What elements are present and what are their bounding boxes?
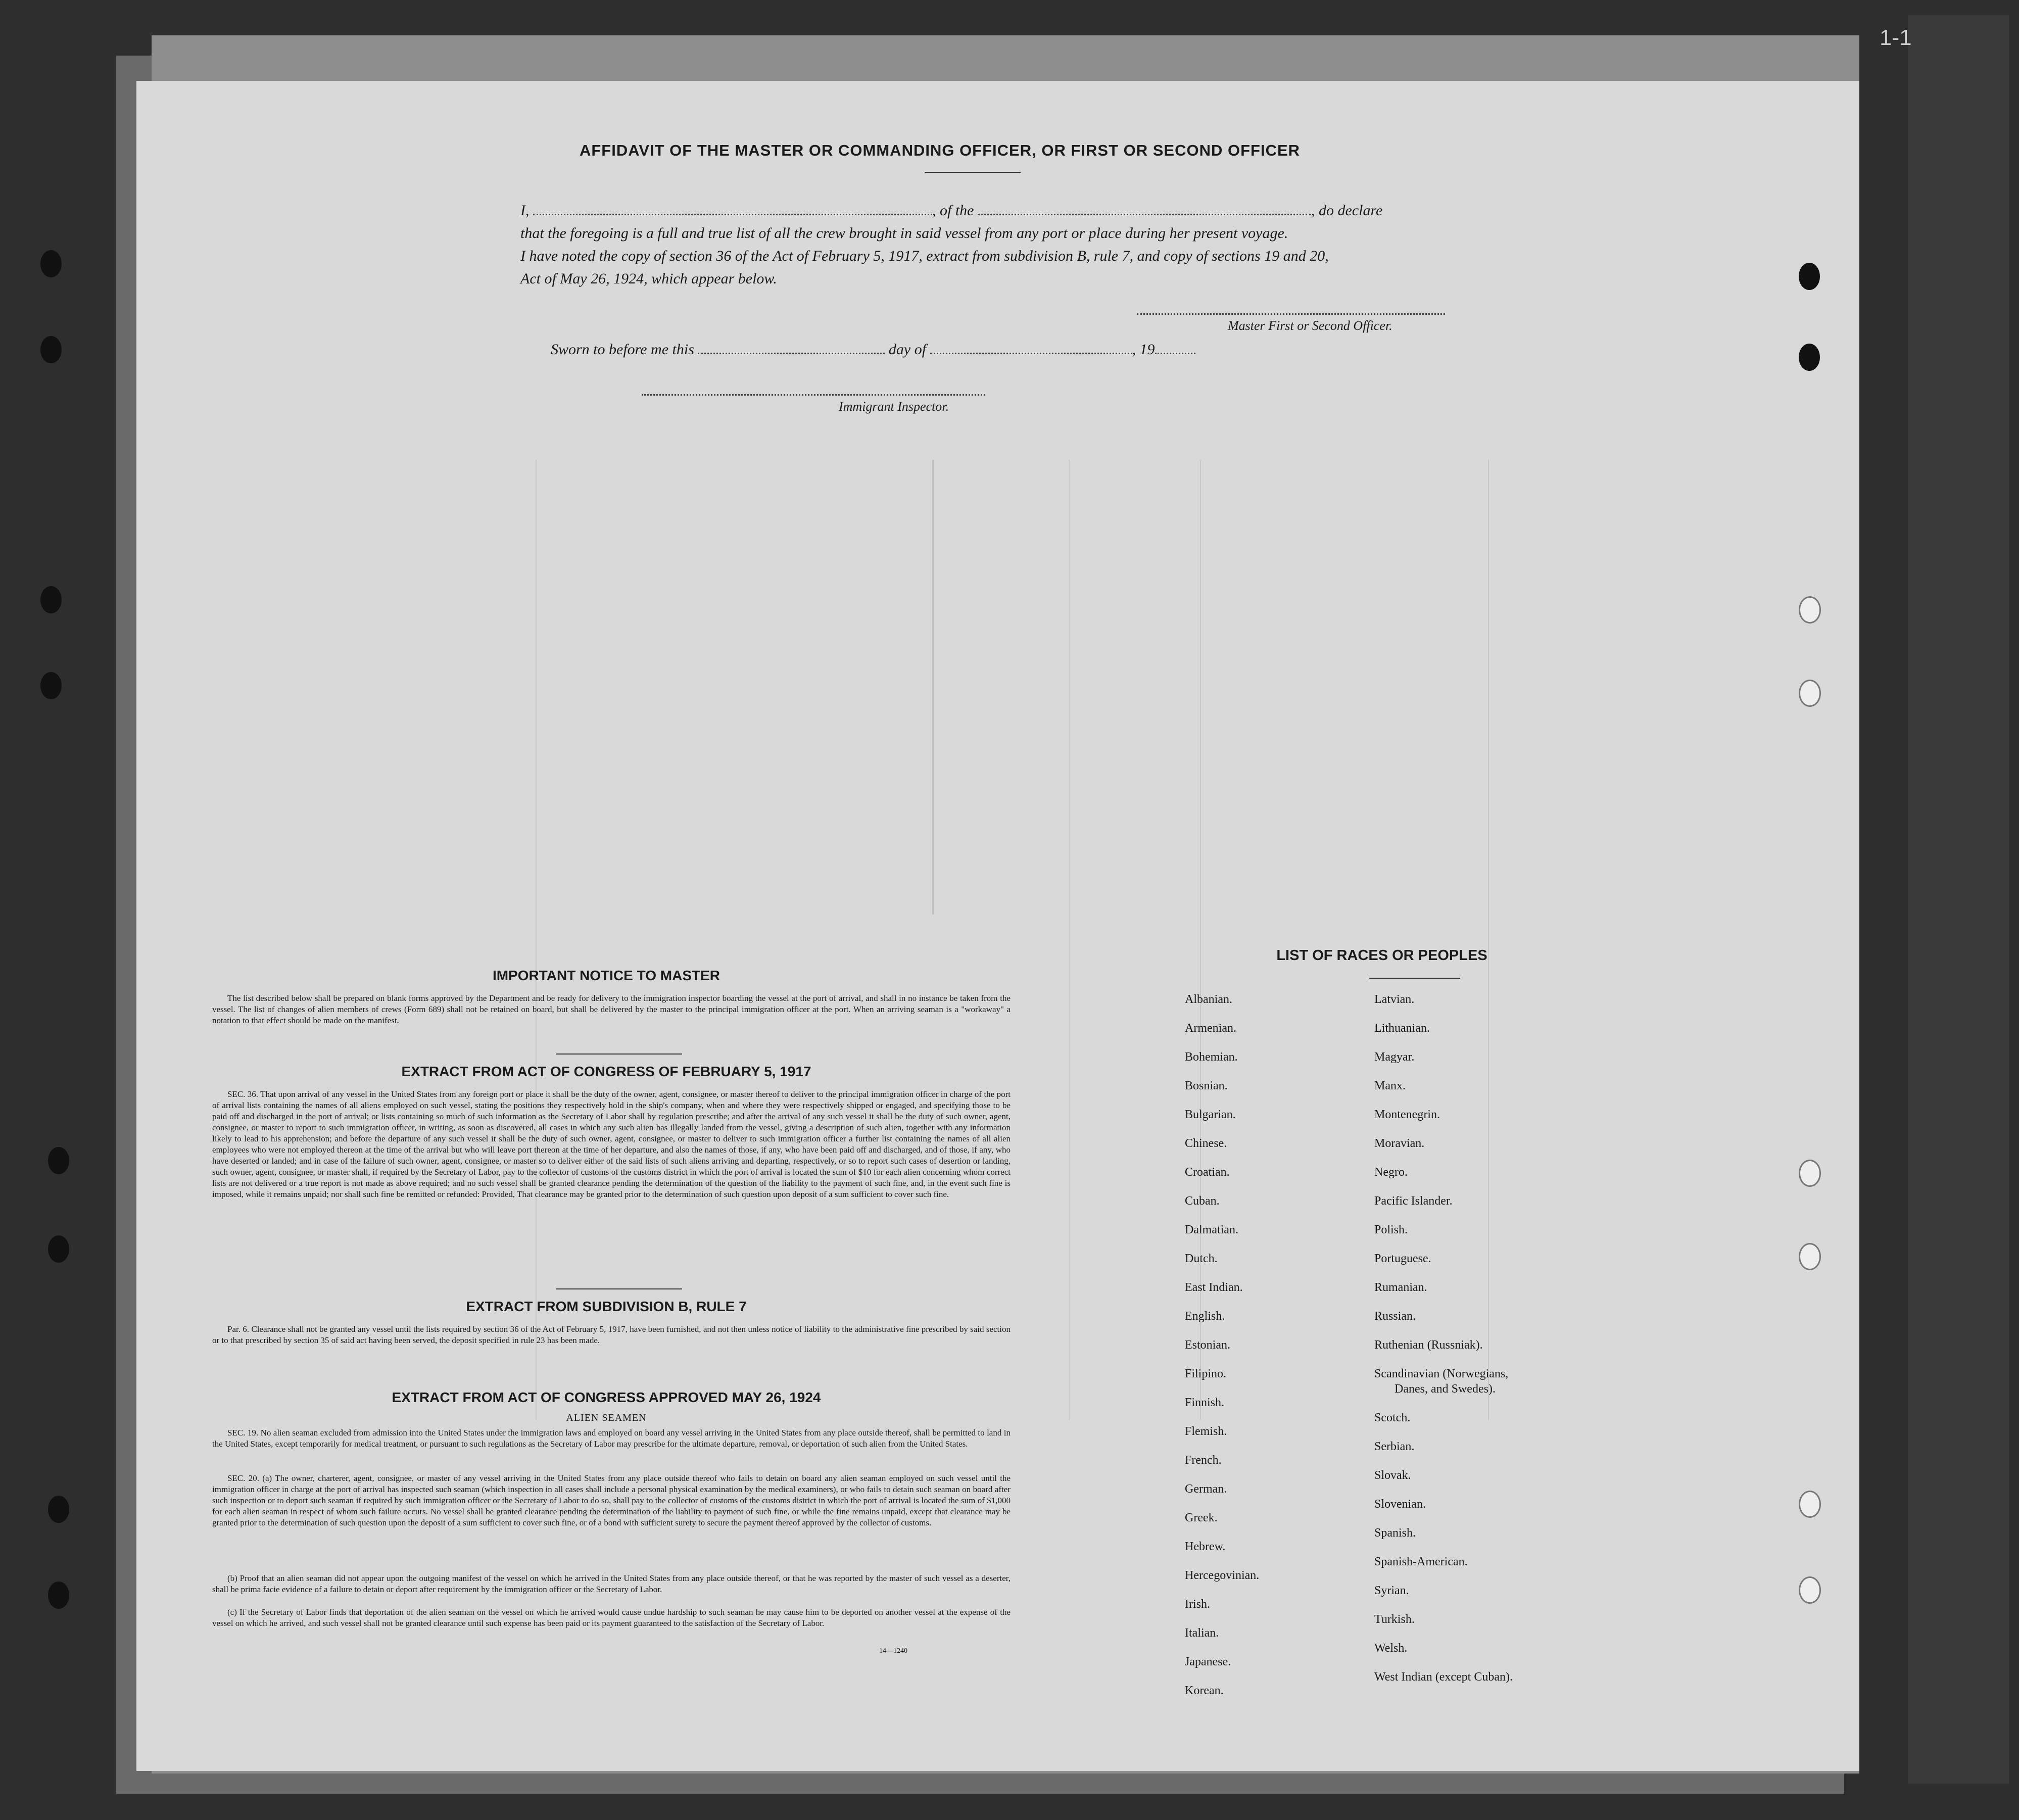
race-item: Serbian. xyxy=(1374,1440,1415,1453)
right-edge-shadow xyxy=(1908,15,2009,1784)
ring-hole-icon xyxy=(1799,1576,1821,1604)
extract-1917-body: SEC. 36. That upon arrival of any vessel in the United States from any foreign port or place it shall be the duty of the owner, agent, consignee, or master thereof to deliver to the principal immigration officer in charge of the port of arrival lists containing the names of all aliens employed on such vessel, stating the positions they respectively hold in the ship's company, when and where they were respectively shipped or engaged, and specifying those to be paid off and discharged in the port of arrival; or lists containing so much of such information as the Secretary of Labor shall by regulation prescribe; and after the arrival of any such vessel it shall be the duty of such owner, agent, consignee, or master to report to such immigration officer, in writing, as soon as discovered, all cases in which any such alien has illegally landed from the vessel, giving a description of such alien, together with any information likely to lead to his apprehension; and before the departure of any such vessel it shall be the duty of such owner, agent, consignee, or master to deliver to such immigration officer a further list containing the names of all alien employees who were not employed thereon at the time of the arrival but who will leave port thereon at the time of her departure, and also the names of those, if any, who have been paid off and discharged, and of those, if any, who have deserted or landed; and in case of the failure of such owner, agent, consignee, or master so to deliver either of the said lists of such aliens arriving and departing, respectively, or so to report such cases of desertion or landing, such owner, agent, consignee, or master shall, if required by the Secretary of Labor, pay to the collector of customs of the customs district in which the port of arrival is located the sum of $10 for each alien concerning whom correct lists are not delivered or a true report is not made as above required; and no such vessel shall be granted clearance pending the determination of the question of the liability to the payment of such fine, and, in the event such fine is imposed, while it remains unpaid; nor shall such fine be remitted or refunded: Provided, That clearance may be granted prior to the determination of such question upon deposit of a sum sufficient to cover such fine. xyxy=(212,1089,1011,1199)
binder-hole-icon xyxy=(40,250,62,277)
binder-hole-icon xyxy=(40,336,62,363)
race-item: Filipino. xyxy=(1185,1367,1227,1380)
race-item: Korean. xyxy=(1185,1684,1224,1697)
race-item: Negro. xyxy=(1374,1166,1408,1179)
year-label: , 19 xyxy=(1132,341,1155,358)
race-item: English. xyxy=(1185,1310,1225,1323)
form-number: 14—1240 xyxy=(879,1647,907,1655)
race-item: Manx. xyxy=(1374,1079,1406,1092)
extract-1924-title: EXTRACT FROM ACT OF CONGRESS APPROVED MAY 26, 1924 xyxy=(392,1390,821,1405)
races-title: LIST OF RACES OR PEOPLES xyxy=(1276,947,1487,964)
sworn-day-blank xyxy=(698,353,885,354)
race-item: Rumanian. xyxy=(1374,1281,1427,1294)
bleed-line xyxy=(932,460,934,915)
affidavit-line-3: I have noted the copy of section 36 of the Act of February 5, 1917, extract from subdivision B, rule 7, and copy of sections 19 and 20, xyxy=(520,248,1329,264)
affidavit-line-4: Act of May 26, 1924, which appear below. xyxy=(520,270,777,287)
race-item: Turkish. xyxy=(1374,1613,1415,1626)
race-item: Dalmatian. xyxy=(1185,1223,1238,1236)
race-item: Finnish. xyxy=(1185,1396,1225,1409)
race-item: Scotch. xyxy=(1374,1411,1411,1424)
sec20b-body: (b) Proof that an alien seaman did not appear upon the outgoing manifest of the vessel on which he arrived in the United States from any place outside thereof, or that he was reported by the master of such vessel as a deserter, shall be prima facie evidence of a failure to detain or deport after requirement by the immigration officer or the Secretary of Labor. xyxy=(212,1573,1011,1594)
binder-hole-icon xyxy=(48,1496,69,1523)
i-label: I, xyxy=(520,202,530,219)
race-item: East Indian. xyxy=(1185,1281,1243,1294)
bleed-line xyxy=(1069,460,1070,1420)
race-item: Estonian. xyxy=(1185,1338,1230,1352)
race-item: Magyar. xyxy=(1374,1050,1415,1064)
race-item: Japanese. xyxy=(1185,1655,1231,1668)
race-item: Ruthenian (Russniak). xyxy=(1374,1338,1483,1352)
race-item: Polish. xyxy=(1374,1223,1408,1236)
race-item: Bohemian. xyxy=(1185,1050,1238,1064)
affidavit-line-2: that the foregoing is a full and true list of all the crew brought in said vessel from any port or place during her present voyage. xyxy=(520,225,1288,242)
race-item: Danes, and Swedes). xyxy=(1395,1382,1496,1396)
race-item: Portuguese. xyxy=(1374,1252,1431,1265)
race-item: Croatian. xyxy=(1185,1166,1230,1179)
sworn-line xyxy=(551,341,1359,358)
race-item: Greek. xyxy=(1185,1511,1218,1524)
race-item: Italian. xyxy=(1185,1626,1219,1640)
extract-1917-title: EXTRACT FROM ACT OF CONGRESS OF FEBRUARY 5, 1917 xyxy=(401,1064,811,1079)
alien-seamen-subtitle: ALIEN SEAMEN xyxy=(566,1412,647,1423)
race-item: Slovak. xyxy=(1374,1469,1411,1482)
binder-hole-icon xyxy=(48,1582,69,1609)
name-blank xyxy=(533,214,932,215)
extract-rule7-body: Par. 6. Clearance shall not be granted any vessel until the lists required by section 36 of the Act of February 5, 1917, have been furnished, and not then unless notice of liability to the administrative fine prescribed by said section or to that prescribed by section 35 of said act having been served, the deposit specified in rule 23 has been made. xyxy=(212,1324,1011,1345)
sec19-body: SEC. 19. No alien seaman excluded from admission into the United States under the immigration laws and employed on board any vessel arriving in the United States from any place outside thereof, shall be permitted to land in the United States, except temporarily for medical treatment, or pursuant to such regulations as the Secretary of Labor may prescribe for the ultimate departure, removal, or deportation of such alien from the United States. xyxy=(212,1428,1011,1449)
sworn-label: Sworn to before me this xyxy=(551,341,694,358)
race-item: Syrian. xyxy=(1374,1584,1409,1597)
master-signature-line xyxy=(1137,313,1445,315)
sec20a-body: SEC. 20. (a) The owner, charterer, agent, consignee, or master of any vessel arriving in the United States from any place outside thereof who fails to detain on board any alien seaman employed on such vessel until the immigration officer in charge at the port of arrival has inspected such seaman (which inspection in all cases shall include a personal physical examination by the medical examiners), or who fails to detain such seaman on board after such inspection or to deport such seaman if required by such immigration officer or the Secretary of Labor to do so, shall pay to the collector of customs of the customs district in which the port of arrival is located the sum of $1,000 for each alien seaman in respect of whom such failure occurs. No vessel shall be granted clearance pending the determination of the liability to payment of such fine, or while the fine remains unpaid, except that clearance may be granted prior to the determination of such question upon the deposit of a sum sufficient to cover such fine, or of a bond with sufficient surety to secure the payment thereof approved by the collector of customs. xyxy=(212,1473,1011,1527)
inspector-signature-line xyxy=(642,394,985,396)
affidavit-line-1 xyxy=(520,202,1632,219)
vessel-blank xyxy=(978,214,1311,215)
document-page xyxy=(136,81,1859,1771)
race-item: Latvian. xyxy=(1374,993,1415,1006)
race-item: Chinese. xyxy=(1185,1137,1227,1150)
race-item: West Indian (except Cuban). xyxy=(1374,1670,1513,1684)
races-rule xyxy=(1369,978,1460,979)
race-item: Cuban. xyxy=(1185,1194,1220,1208)
race-item: Dutch. xyxy=(1185,1252,1218,1265)
race-item: Welsh. xyxy=(1374,1642,1408,1655)
title-rule xyxy=(925,172,1021,173)
sworn-month-blank xyxy=(930,353,1132,354)
binder-hole-icon xyxy=(48,1235,69,1263)
section-rule xyxy=(556,1053,682,1055)
inspector-signature-label: Immigrant Inspector. xyxy=(839,399,949,414)
binder-hole-icon xyxy=(40,586,62,613)
race-item: Flemish. xyxy=(1185,1425,1227,1438)
race-item: Irish. xyxy=(1185,1598,1210,1611)
notice-title: IMPORTANT NOTICE TO MASTER xyxy=(492,968,720,983)
bleed-line xyxy=(536,460,537,1420)
race-item: Slovenian. xyxy=(1374,1498,1426,1511)
declare-label: , do declare xyxy=(1311,202,1383,219)
race-item: Pacific Islander. xyxy=(1374,1194,1453,1208)
race-item: Spanish-American. xyxy=(1374,1555,1468,1568)
extract-rule7-title: EXTRACT FROM SUBDIVISION B, RULE 7 xyxy=(466,1299,747,1314)
affidavit-title: AFFIDAVIT OF THE MASTER OR COMMANDING OFFICER, OR FIRST OR SECOND OFFICER xyxy=(579,141,1301,159)
day-of-label: day of xyxy=(888,341,927,358)
race-item: German. xyxy=(1185,1482,1227,1496)
race-item: Lithuanian. xyxy=(1374,1022,1430,1035)
race-item: Moravian. xyxy=(1374,1137,1425,1150)
races-right-column xyxy=(1374,993,1657,1700)
race-item: Scandinavian (Norwegians, xyxy=(1374,1367,1509,1380)
section-rule xyxy=(556,1288,682,1289)
race-item: Russian. xyxy=(1374,1310,1416,1323)
race-item: Spanish. xyxy=(1374,1526,1416,1540)
binder-hole-icon xyxy=(48,1147,69,1174)
notice-body: The list described below shall be prepared on blank forms approved by the Department and be ready for delivery to the immigration inspector boarding the vessel at the port of arrival, and shall in no instance be taken from the vessel. The list of changes of alien members of crews (Form 689) shall not be retained on board, but shall be delivered by the master to the principal immigration officer at the port. When an arriving seaman is a "workaway" a notation to that effect should be made on the manifest. xyxy=(212,993,1011,1025)
punch-hole-icon xyxy=(1799,344,1820,371)
corner-mark: 1-1 xyxy=(1880,25,1912,50)
races-left-column xyxy=(1185,993,1377,1700)
race-item: French. xyxy=(1185,1454,1222,1467)
race-item: Albanian. xyxy=(1185,993,1232,1006)
race-item: Bulgarian. xyxy=(1185,1108,1236,1121)
binder-hole-icon xyxy=(40,672,62,699)
punch-hole-icon xyxy=(1799,263,1820,290)
master-signature-label: Master First or Second Officer. xyxy=(1228,318,1392,333)
race-item: Hebrew. xyxy=(1185,1540,1226,1553)
race-item: Armenian. xyxy=(1185,1022,1236,1035)
of-the-label: , of the xyxy=(932,202,974,219)
sec20c-body: (c) If the Secretary of Labor finds that deportation of the alien seaman on the vessel on which he arrived would cause undue hardship to such seaman he may cause him to be deported on another vessel at the expense of the vessel on which he arrived, and such vessel shall not be granted clearance until such expense has been paid or its payment guaranteed to the satisfaction of the Secretary of Labor. xyxy=(212,1607,1011,1628)
year-blank xyxy=(1155,353,1195,354)
race-item: Hercegovinian. xyxy=(1185,1569,1260,1582)
race-item: Bosnian. xyxy=(1185,1079,1228,1092)
race-item: Montenegrin. xyxy=(1374,1108,1440,1121)
